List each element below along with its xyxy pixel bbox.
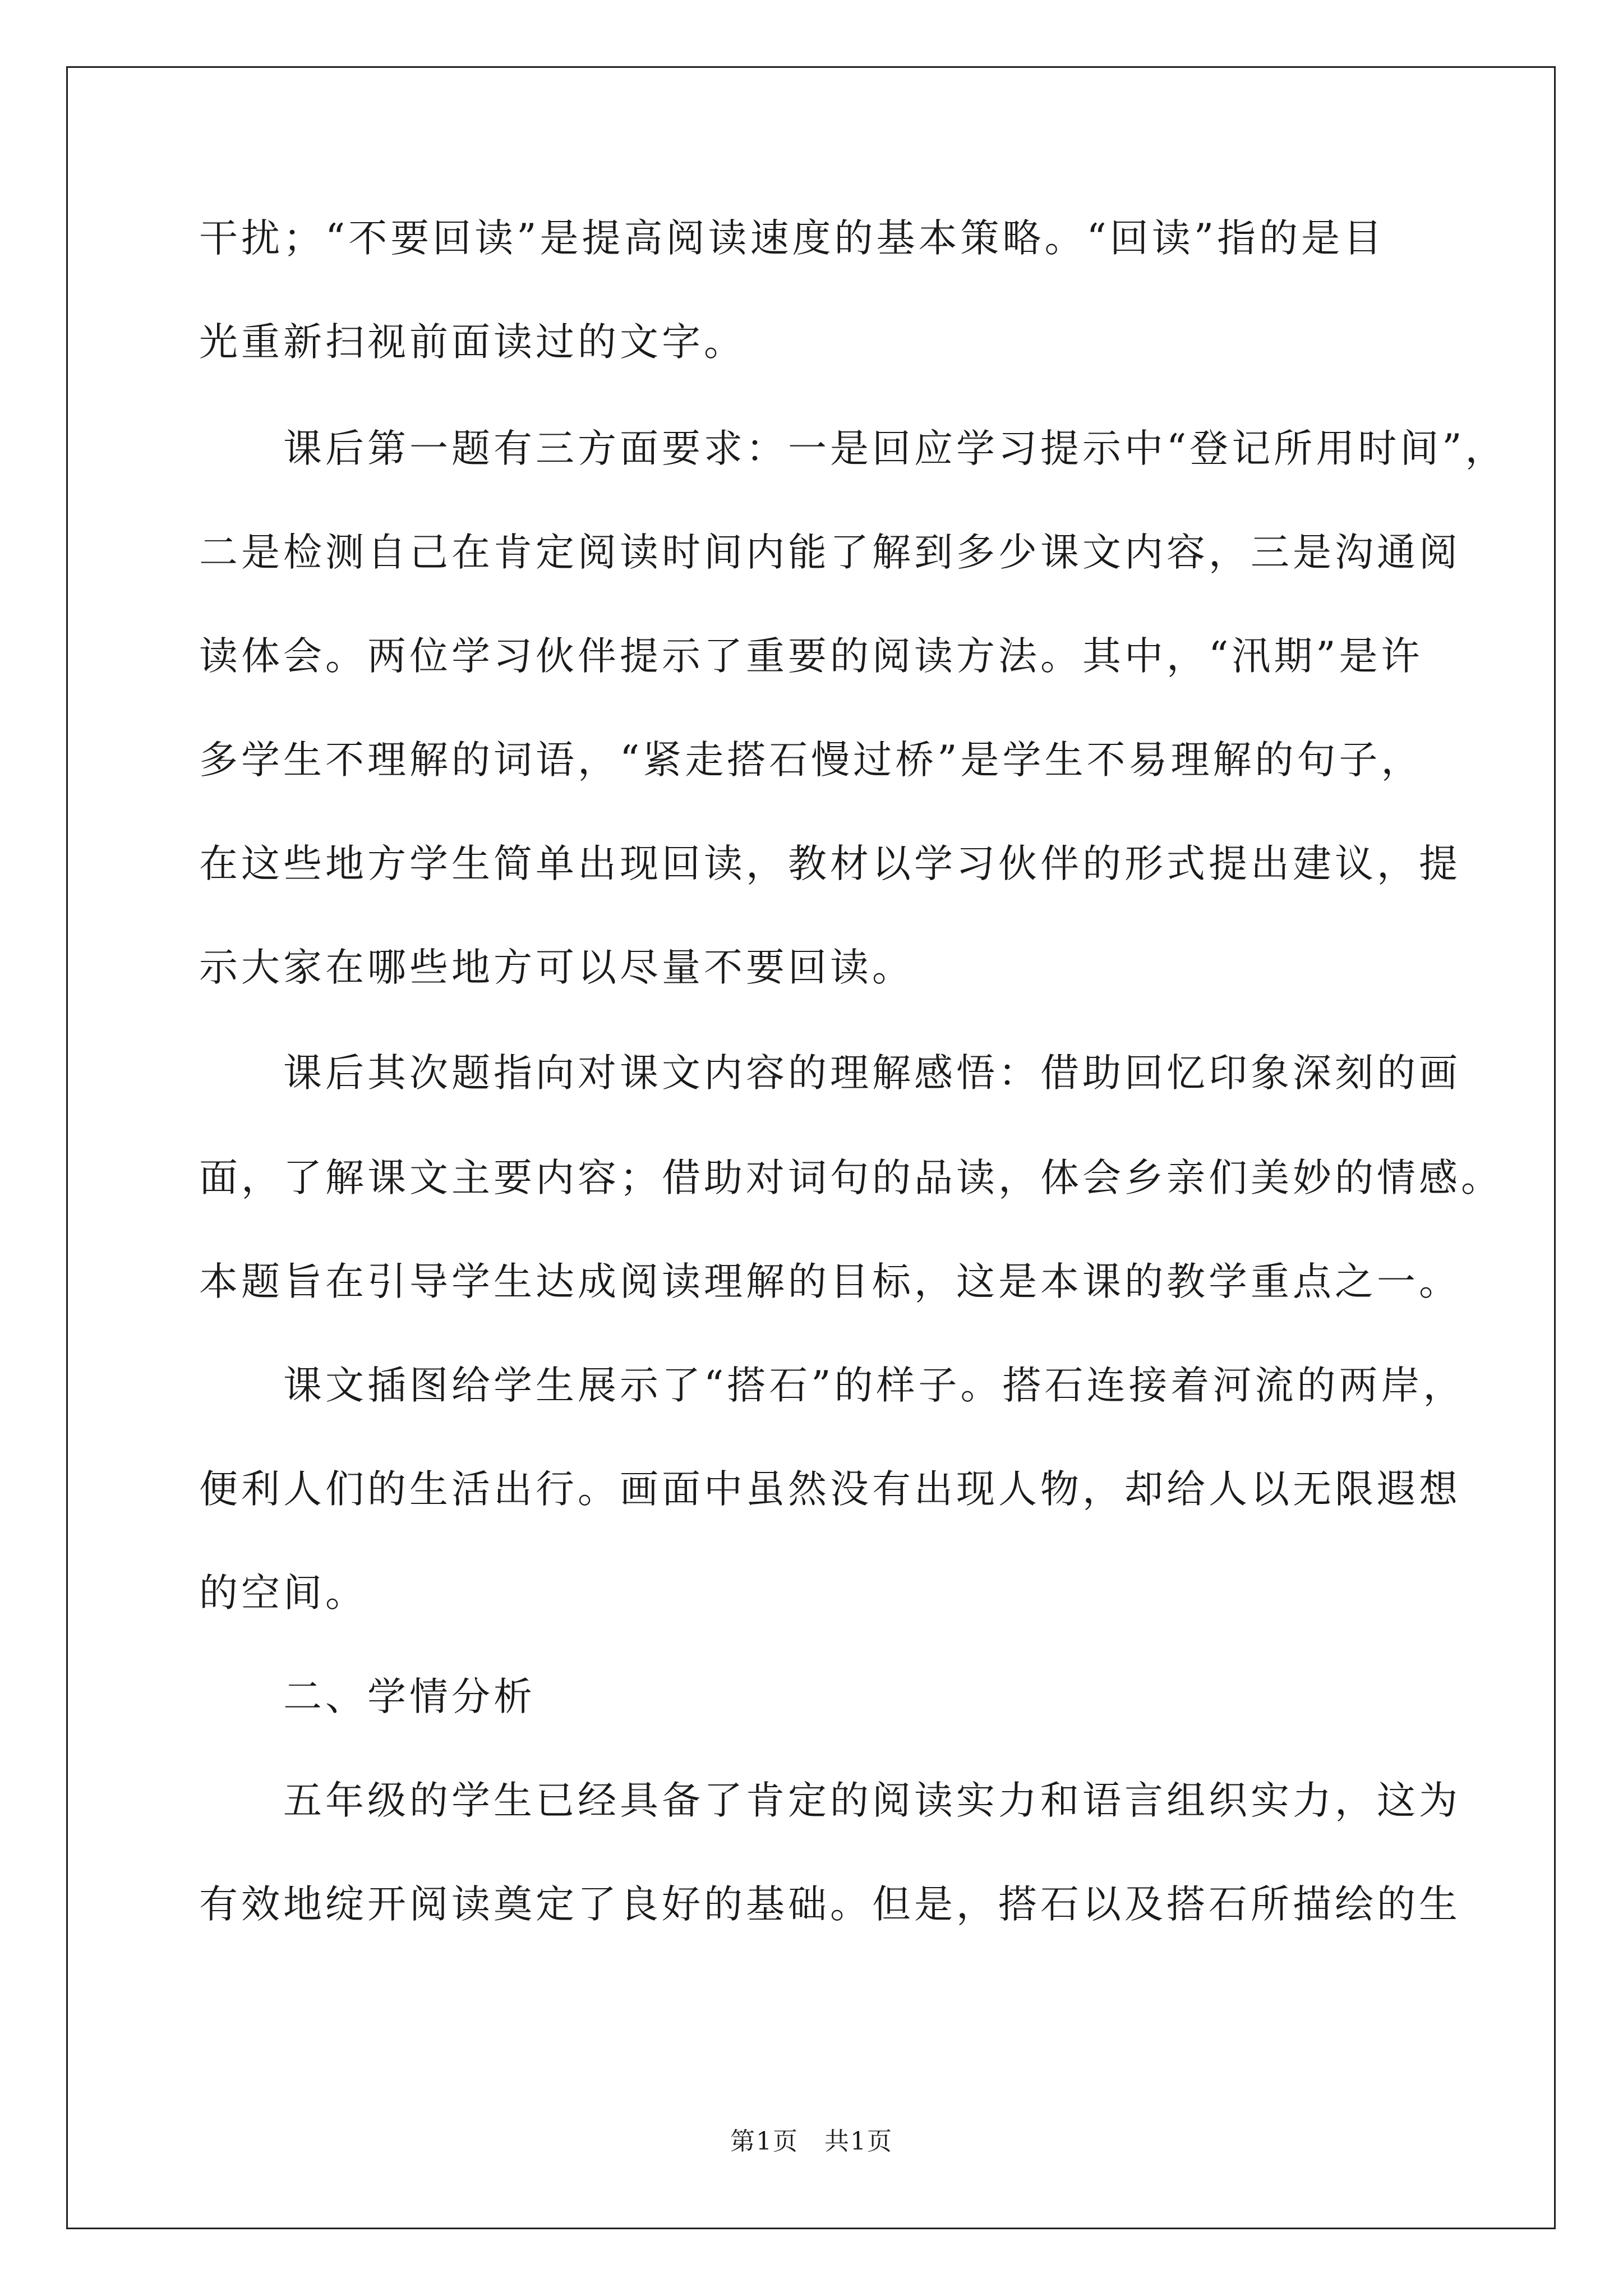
text-line: 多学生不理解的词语，“紧走搭石慢过桥”是学生不易理解的句子， — [199, 738, 1423, 783]
text-line: 干扰；“不要回读”是提高阅读速度的基本策略。“回读”指的是目 — [199, 216, 1386, 261]
text-line: 有效地绽开阅读奠定了良好的基础。但是，搭石以及搭石所描绘的生 — [199, 1882, 1461, 1927]
paragraph-start-line: 课后其次题指向对课文内容的理解感悟：借助回忆印象深刻的画 — [283, 1051, 1461, 1096]
paragraph-start-line: 课后第一题有三方面要求：一是回应学习提示中“登记所用时间”， — [283, 426, 1507, 471]
text-line: 的空间。 — [199, 1571, 367, 1616]
text-line: 本题旨在引导学生达成阅读理解的目标，这是本课的教学重点之一。 — [199, 1259, 1461, 1304]
page-number-footer: 第1页 共1页 — [730, 2127, 893, 2156]
paragraph-start-line: 课文插图给学生展示了“搭石”的样子。搭石连接着河流的两岸， — [283, 1363, 1465, 1408]
text-line: 二是检测自己在肯定阅读时间内能了解到多少课文内容，三是沟通阅 — [199, 530, 1461, 575]
text-line: 读体会。两位学习伙伴提示了重要的阅读方法。其中，“汛期”是许 — [199, 634, 1423, 679]
text-line: 示大家在哪些地方可以尽量不要回读。 — [199, 945, 914, 990]
text-line: 便利人们的生活出行。画面中虽然没有出现人物，却给人以无限遐想 — [199, 1467, 1461, 1512]
text-line: 在这些地方学生简单出现回读，教材以学习伙伴的形式提出建议，提 — [199, 841, 1461, 886]
section-heading: 二、学情分析 — [283, 1674, 536, 1719]
text-line: 光重新扫视前面读过的文字。 — [199, 320, 746, 365]
text-line: 面，了解课文主要内容；借助对词句的品读，体会乡亲们美妙的情感。 — [199, 1156, 1503, 1200]
paragraph-start-line: 五年级的学生已经具备了肯定的阅读实力和语言组织实力，这为 — [283, 1778, 1461, 1823]
